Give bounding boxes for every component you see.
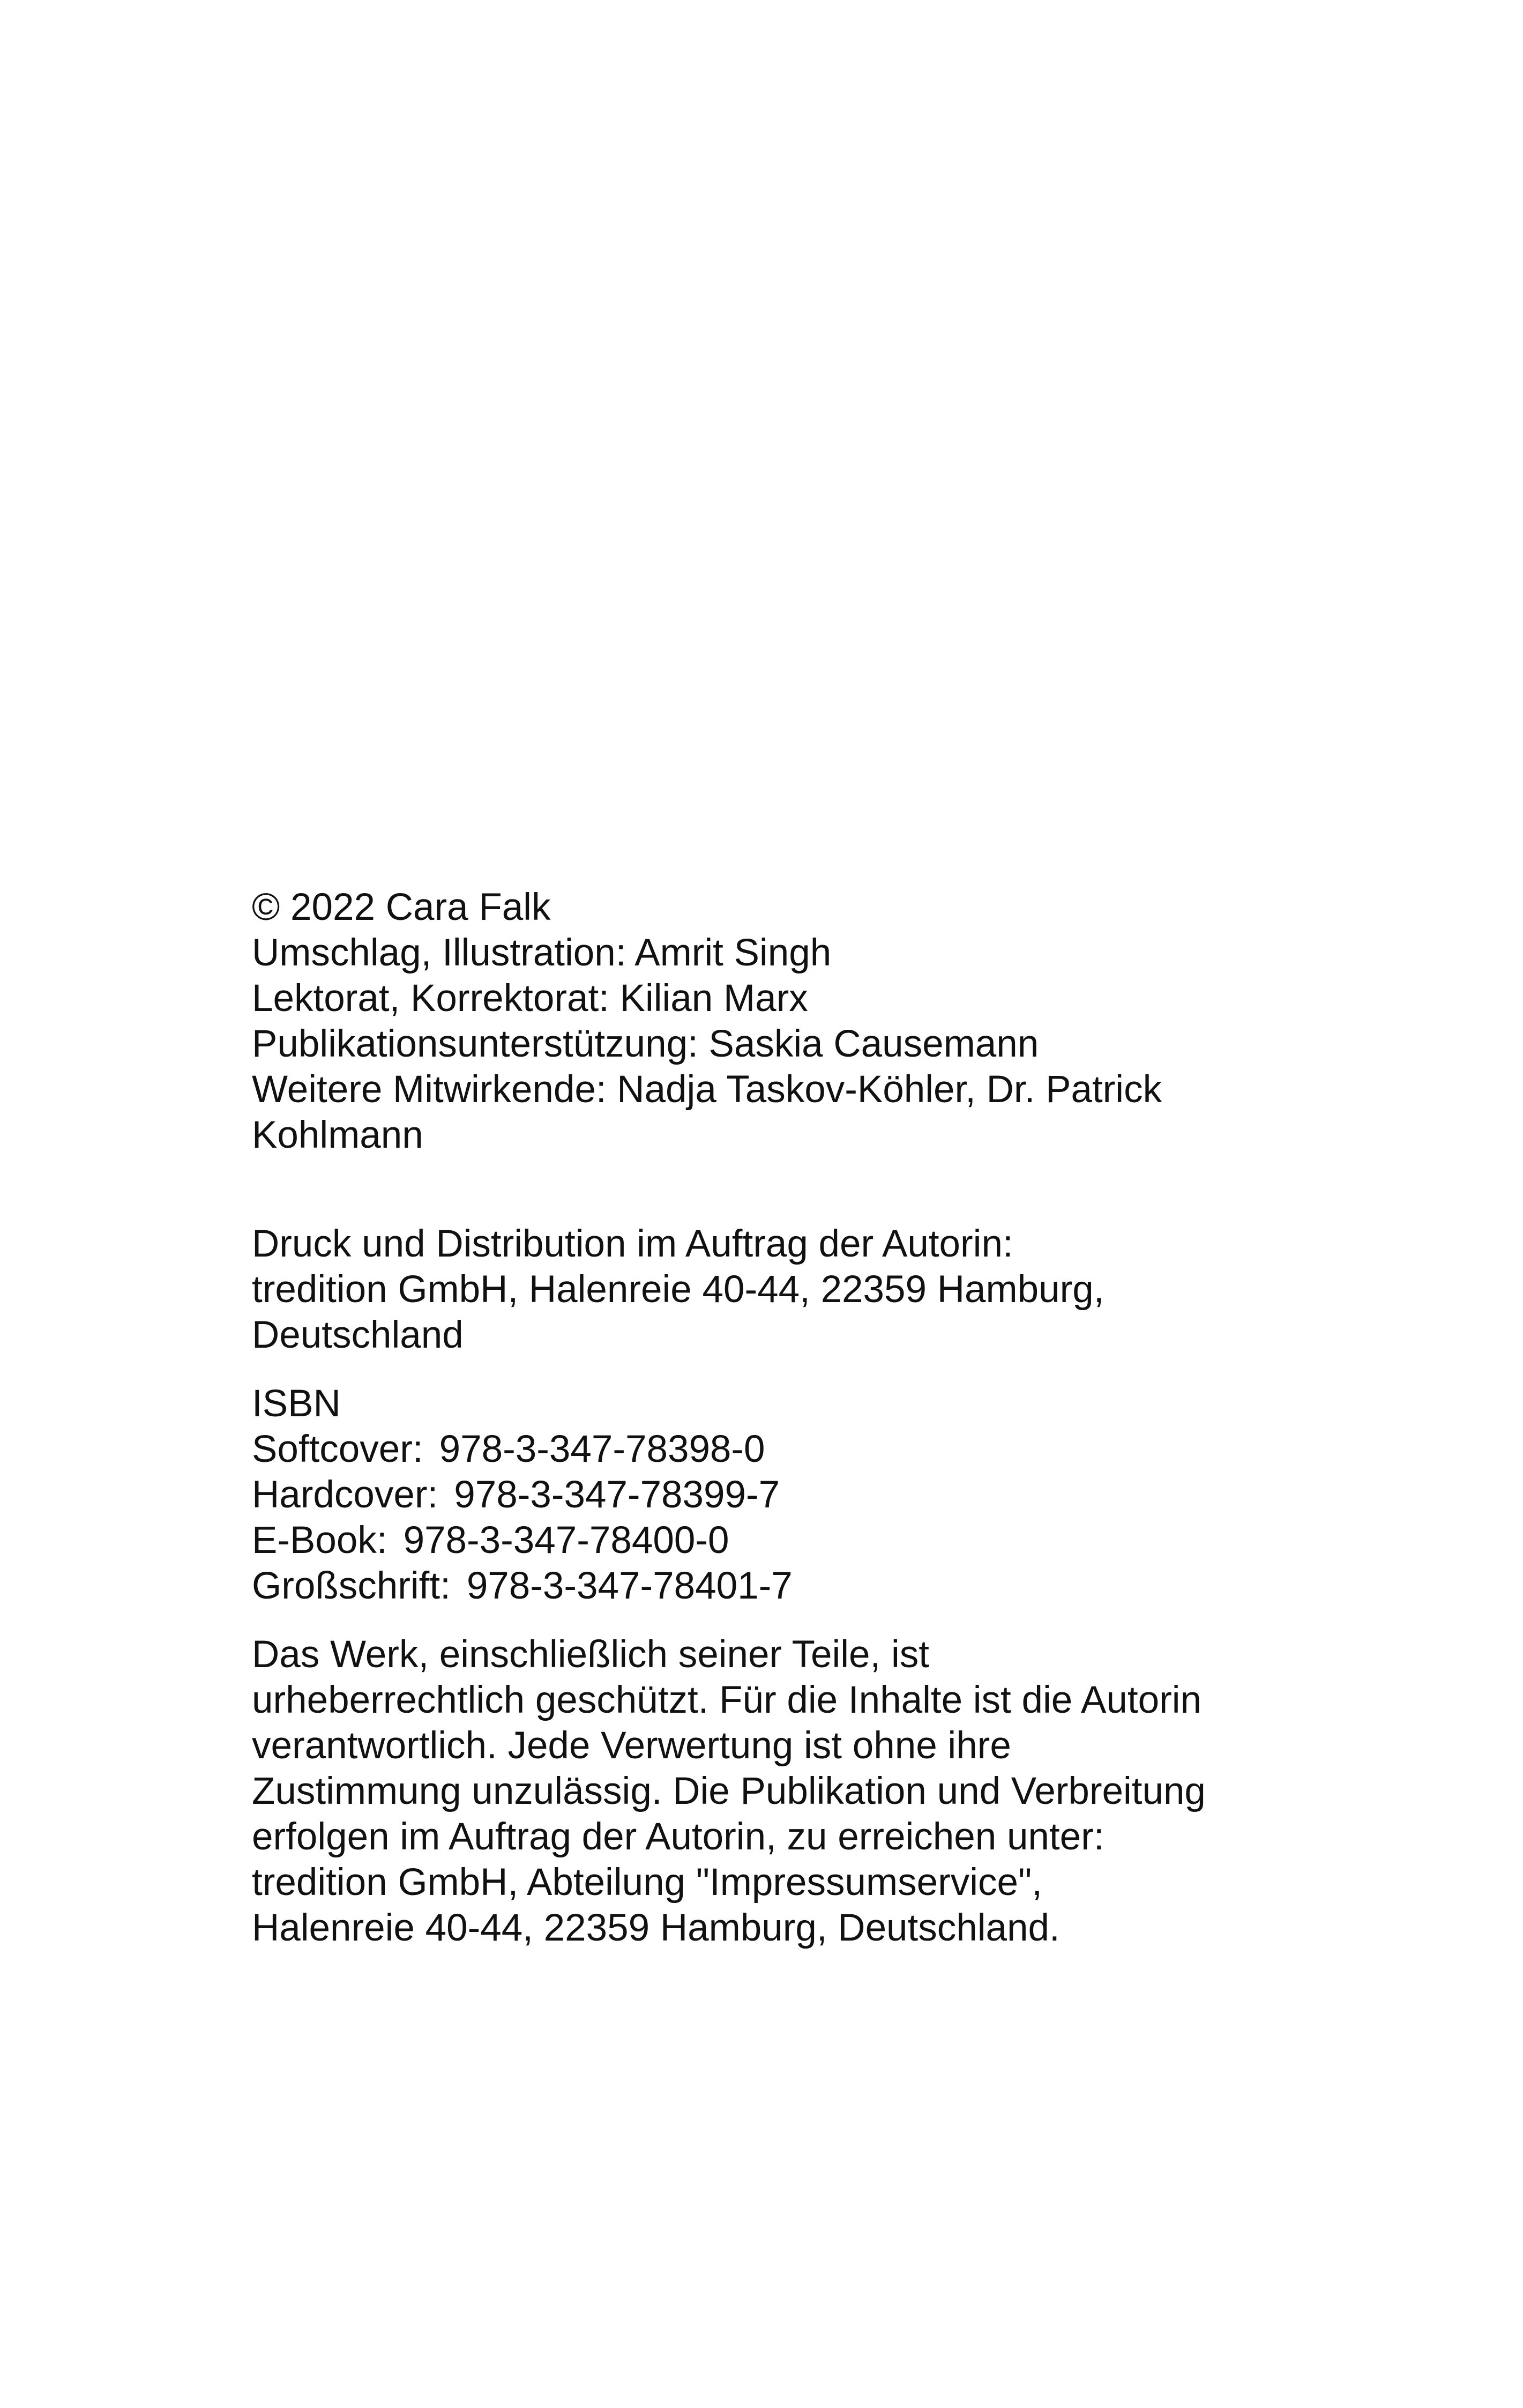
- isbn-number: 978-3-347-78398-0: [439, 1428, 765, 1470]
- print-line: Druck und Distribution im Auftrag der Autorin:: [252, 1223, 1013, 1265]
- credits-block: [252, 885, 1324, 1158]
- print-address-line: tredition GmbH, Halenreie 40-44, 22359 Hamburg,: [252, 1268, 1104, 1311]
- print-country-line: Deutschland: [252, 1314, 464, 1356]
- credit-line-contributors: Weitere Mitwirkende: Nadja Taskov-Köhler, Dr. Patrick: [252, 1068, 1162, 1111]
- copyright-line: © 2022 Cara Falk: [252, 886, 551, 928]
- imprint-text: [252, 885, 1324, 1951]
- isbn-label: Softcover:: [252, 1428, 423, 1470]
- legal-line: erfolgen im Auftrag der Autorin, zu erreichen unter:: [252, 1816, 1104, 1858]
- isbn-row-softcover: [252, 1426, 1324, 1472]
- credit-line-publication-support: Publikationsunterstützung: Saskia Causemann: [252, 1023, 1039, 1065]
- legal-line: verantwortlich. Jede Verwertung ist ohne ihre: [252, 1725, 1011, 1767]
- isbn-row-ebook: [252, 1518, 1324, 1563]
- isbn-label: Großschrift:: [252, 1565, 451, 1607]
- isbn-label: E-Book:: [252, 1519, 387, 1562]
- isbn-number: 978-3-347-78400-0: [403, 1519, 729, 1562]
- isbn-number: 978-3-347-78399-7: [454, 1474, 780, 1516]
- legal-notice-block: [252, 1632, 1324, 1951]
- isbn-number: 978-3-347-78401-7: [466, 1565, 793, 1607]
- legal-line: Zustimmung unzulässig. Die Publikation und Verbreitung: [252, 1770, 1206, 1812]
- legal-line: tredition GmbH, Abteilung "Impressumservice",: [252, 1861, 1042, 1904]
- isbn-label: Hardcover:: [252, 1474, 438, 1516]
- isbn-block: [252, 1381, 1324, 1609]
- credit-line-editing: Lektorat, Korrektorat: Kilian Marx: [252, 977, 808, 1020]
- isbn-row-large-print: [252, 1563, 1324, 1609]
- print-distribution-block: [252, 1221, 1324, 1358]
- credit-line-cover: Umschlag, Illustration: Amrit Singh: [252, 932, 832, 974]
- isbn-row-hardcover: [252, 1472, 1324, 1518]
- credit-line-contributors-cont: Kohlmann: [252, 1114, 423, 1156]
- isbn-heading: ISBN: [252, 1383, 341, 1425]
- legal-line: Halenreie 40-44, 22359 Hamburg, Deutschland.: [252, 1907, 1060, 1949]
- legal-line: Das Werk, einschließlich seiner Teile, ist: [252, 1633, 929, 1676]
- legal-line: urheberrechtlich geschützt. Für die Inhalte ist die Autorin: [252, 1679, 1202, 1721]
